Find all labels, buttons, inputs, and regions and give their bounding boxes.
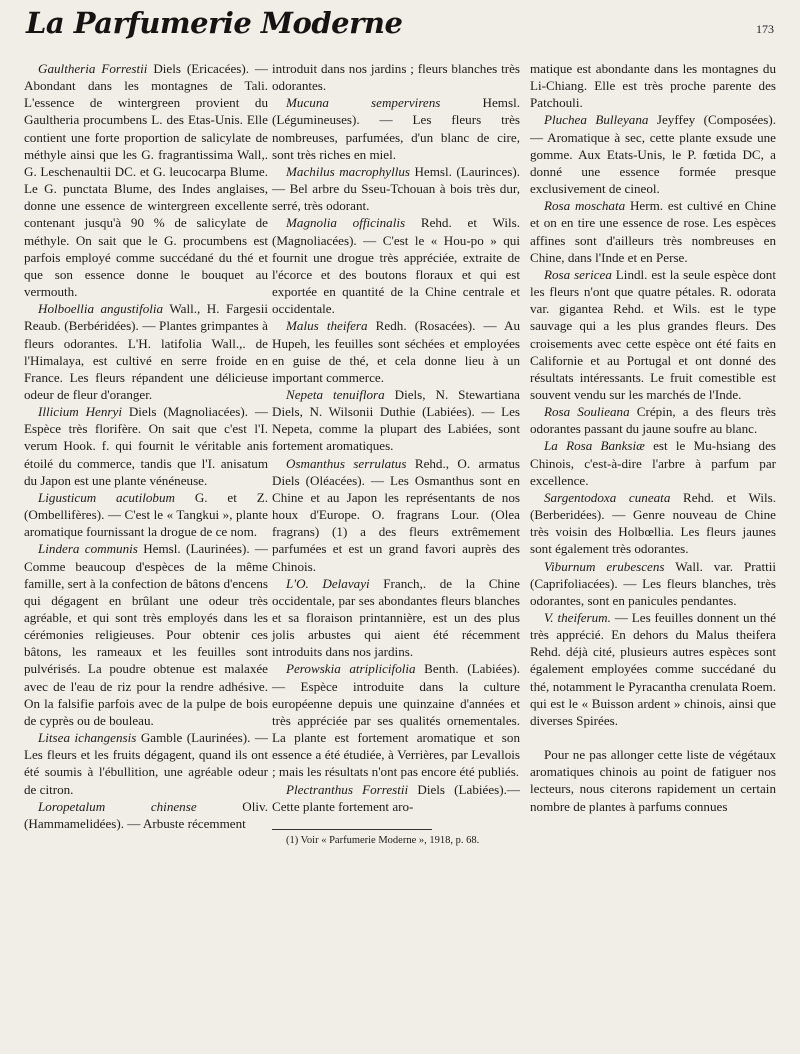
species-name: V. theiferum. <box>544 610 611 625</box>
paragraph <box>530 266 776 403</box>
text-column-3 <box>530 60 776 815</box>
paragraph-text: Wall. var. Prattii (Caprifoliacées). — Les fleurs blanches, très odorantes, sont en panicules pendantes. <box>530 558 777 608</box>
paragraph <box>24 403 268 489</box>
paragraph <box>530 609 776 729</box>
paragraph-text: Diels, N. Stewartiana Diels, N. Wilsonii Duthie (Labiées). — Les Nepeta, comme la plupart des Labiées, sont fortement aromatiques. <box>272 386 520 454</box>
page-header <box>0 0 800 52</box>
paragraph-text: G. et Z. (Ombellifères). — C'est le « Tangkui », plante aromatique fournissant la drogue de ce nom. <box>24 489 269 540</box>
species-name: Lindera communis <box>38 541 138 557</box>
paragraph <box>24 729 268 798</box>
paragraph <box>272 60 520 94</box>
paragraph-text: Hemsl. (Laurinces). — Bel arbre du Sseu-Tchouan à bois très dur, serré, très odorant. <box>272 163 520 214</box>
paragraph-text: — Les feuilles donnent un thé très apprécié. En dehors du Malus theifera Rehd. déjà cité, plusieurs autres espèces sont également employées comme succédané du thé, notamment le Pyracantha crenulata Roem. qui est le « Buisson ardent » chinois, ainsi que diverses Spirées. <box>530 610 776 728</box>
paragraph-text: Diels (Magnoliacées). — Espèce très florifère. On sait que c'est l'I. verum Hook. f. qui fournit le véritable anis étoilé du commerce, tandis que l'I. anisatum du Japon est une plante vénéneuse. <box>24 404 268 488</box>
species-name: Litsea ichangensis <box>38 730 137 746</box>
species-name: Plectranthus Forrestii <box>286 781 409 797</box>
running-title: La Parfumerie Moderne <box>26 6 403 40</box>
paragraph <box>272 660 520 780</box>
species-name: La Rosa Banksiæ <box>544 438 645 454</box>
paragraph-text: Hemsl. (Légumineuses). — Les fleurs très nombreuses, parfumées, d'un blanc de cire, sont très riches en miel. <box>272 95 520 162</box>
species-name: Perowskia atriplicifolia <box>286 661 416 677</box>
species-name: Magnolia officinalis <box>286 215 406 231</box>
paragraph <box>24 489 268 540</box>
paragraph-text: Rehd., O. armatus Diels (Oléacées). — Les Osmanthus sont en Chine et au Japon les représentants de nos houx d'Europe. O. fragrans Lour. (Olea fragrans) (1) a des fleurs extrêmement parfumées et est un grand favori auprès des Chinois. <box>272 455 520 574</box>
paragraph-text: Jeyffey (Composées). — Aromatique à sec, cette plante exsude une gomme. Aux Etats-Unis, le P. fœtida DC, a donné une essence formée presque exclusivement de cineol. <box>530 112 776 197</box>
species-name: Illicium Henryi <box>38 404 122 420</box>
species-name: Mucuna sempervirens <box>286 95 441 111</box>
species-name: Rosa sericea <box>544 266 612 282</box>
paragraph-text: matique est abondante dans les montagnes du Li-Chiang. Elle est très proche parente des Patchouli. <box>530 61 776 111</box>
species-name: Rosa Soulieana <box>544 404 630 420</box>
paragraph <box>530 558 776 609</box>
species-name: Sargentodoxa cuneata <box>544 489 671 505</box>
paragraph <box>530 746 776 815</box>
text-column-1 <box>24 60 268 832</box>
paragraph <box>272 214 520 317</box>
species-name: Machilus macrophyllus <box>286 163 410 179</box>
footnote-rule <box>272 829 432 830</box>
paragraph-text: Franch,. de la Chine occidentale, par ses abondantes fleurs blanches et sa floraison printannière, est un des plus jolis arbustes qui aient été récemment introduits dans nos jardins. <box>272 575 520 660</box>
paragraph-text: Rehd. et Wils. (Berberidées). — Genre nouveau de Chine très voisin des Holbœllia. Les fleurs jaunes sont également très odorantes. <box>530 489 776 557</box>
paragraph <box>24 798 268 832</box>
paragraph <box>272 386 520 455</box>
paragraph-text: Lindl. est la seule espèce dont les fleurs n'ont que quatre pétales. R. odorata var. gigantea Rehd. et Wils. est le type sauvage qui a les plus grandes fleurs. Des croisements avec cette espèce ont été faits en Californie et au Portugal et ont donné des résultats intéressants. Le fruit comestible est souvent vendu sur les marchés de l'Inde. <box>530 266 776 402</box>
species-name: Pluchea Bulleyana <box>544 112 649 128</box>
paragraph <box>530 60 776 111</box>
species-name: Ligusticum acutilobum <box>38 489 175 505</box>
paragraph <box>24 300 268 403</box>
paragraph-text: est le Mu-hsiang des Chinois, c'est-à-dire l'arbre à parfum par excellence. <box>530 438 777 488</box>
paragraph <box>24 540 268 729</box>
species-name: L'O. Delavayi <box>286 575 370 591</box>
paragraph-text: Crépin, a des fleurs très odorantes passant du jaune soufre au blanc. <box>530 404 776 437</box>
paragraph-text: Diels (Labiées).—Cette plante fortement aro- <box>272 781 520 814</box>
species-name: Rosa moschata <box>544 198 626 214</box>
paragraph <box>530 437 776 488</box>
species-name: Viburnum erubescens <box>544 558 665 574</box>
paragraph <box>272 575 520 661</box>
text-column-2 <box>272 60 520 847</box>
species-name: Osmanthus serrulatus <box>286 455 407 471</box>
species-name: Loropetalum chinense <box>38 798 197 814</box>
paragraph-text: Benth. (Labiées). — Espèce introduite dans la culture européenne depuis une quinzaine d'années et très appréciée par ses qualités ornementales. La plante est fortement aromatique et son essence a été étudiée, à Verrières, par Levallois ; mais les résultats n'ont pas encore été publiés. <box>272 661 520 780</box>
paragraph <box>530 197 776 266</box>
paragraph <box>24 60 268 300</box>
species-name: Nepeta tenuiflora <box>286 386 385 402</box>
paragraph <box>272 94 520 163</box>
paragraph <box>272 317 520 386</box>
paragraph-text: Gamble (Laurinées). — Les fleurs et les fruits dégagent, quand ils ont été soumis à l'ébullition, une agréable odeur de citron. <box>24 730 268 797</box>
paragraph-text: Wall., H. Fargesii Reaub. (Berbéridées). — Plantes grimpantes à fleurs odorantes. L'H. latifolia Wall.,. de l'Himalaya, est cultivé en serre froide en France. Les fleurs répandent une délicieuse odeur de fleur d'oranger. <box>24 301 268 402</box>
species-name: Gaultheria Forrestii <box>38 61 148 76</box>
column-2-body <box>272 60 520 815</box>
paragraph-text: introduit dans nos jardins ; fleurs blanches très odorantes. <box>272 61 520 94</box>
paragraph <box>530 111 776 197</box>
footnote: (1) Voir « Parfumerie Moderne », 1918, p. 68. <box>286 834 480 846</box>
paragraph-text: Diels (Ericacées). — Abondant dans les montagnes de Tali. L'essence de wintergreen provient du Gaultheria procumbens L. des Etas-Unis. Elle contient une forte proportion de salicylate de méthyle ainsi que les G. fragrantissima Wall,. G. Leschenaultii DC. et G. leucocarpa Blume. Le G. punctata Blume, des Indes anglaises, donne une essence de wintergreen excellente contenant jusqu'à 90 % de salicylate de méthyle. On sait que le G. procumbens est parfois employé comme succédané du thé et que son essence donne le bouquet au vermouth. <box>24 61 268 300</box>
species-name: Malus theifera <box>286 318 368 334</box>
paragraph <box>272 163 520 214</box>
paragraph-text: Oliv. (Hammamelidées). — Arbuste récemment <box>24 798 268 831</box>
paragraph-text: Herm. est cultivé en Chine et on en tire une essence de rose. Les espèces affines sont d'ailleurs très nombreuses en Chine, dans l'Inde et en Perse. <box>530 198 777 265</box>
paragraph <box>530 403 776 437</box>
paragraph <box>530 489 776 558</box>
page-number: 173 <box>756 22 774 36</box>
paragraph-text: Hemsl. (Laurinées). — Comme beaucoup d'espèces de la même famille, sert à la confection de bâtons d'encens qui dégagent en brûlant une odeur très agréable, et qui sont très employés dans les cérémonies religieuses. Pour obtenir ces bâtons, les rameaux et les feuilles sont pulvérisés. La poudre obtenue est malaxée avec de l'eau de riz pour la rendre adhésive. On la falsifie parfois avec de la pulpe de bois de cyprès ou de bouleau. <box>24 541 268 728</box>
paragraph <box>272 455 520 575</box>
paragraph-text: Rehd. et Wils. (Magnoliacées). — C'est le « Hou-po » qui fournit une drogue très appréciée, extraite de l'écorce et des boutons floraux et qui est exportée en quantité de la Chine centrale et occidentale. <box>272 215 520 317</box>
paragraph-text: Pour ne pas allonger cette liste de végétaux aromatiques chinois au point de fatiguer nos lecteurs, nous citerons rapidement un certain nombre de plantes à parfums connues <box>530 747 776 814</box>
species-name: Holboellia angustifolia <box>38 301 164 317</box>
paragraph <box>272 781 520 815</box>
paragraph-text: Redh. (Rosacées). — Au Hupeh, les feuilles sont séchées et employées en guise de thé, et cela donne lieu à un important commerce. <box>272 318 521 385</box>
